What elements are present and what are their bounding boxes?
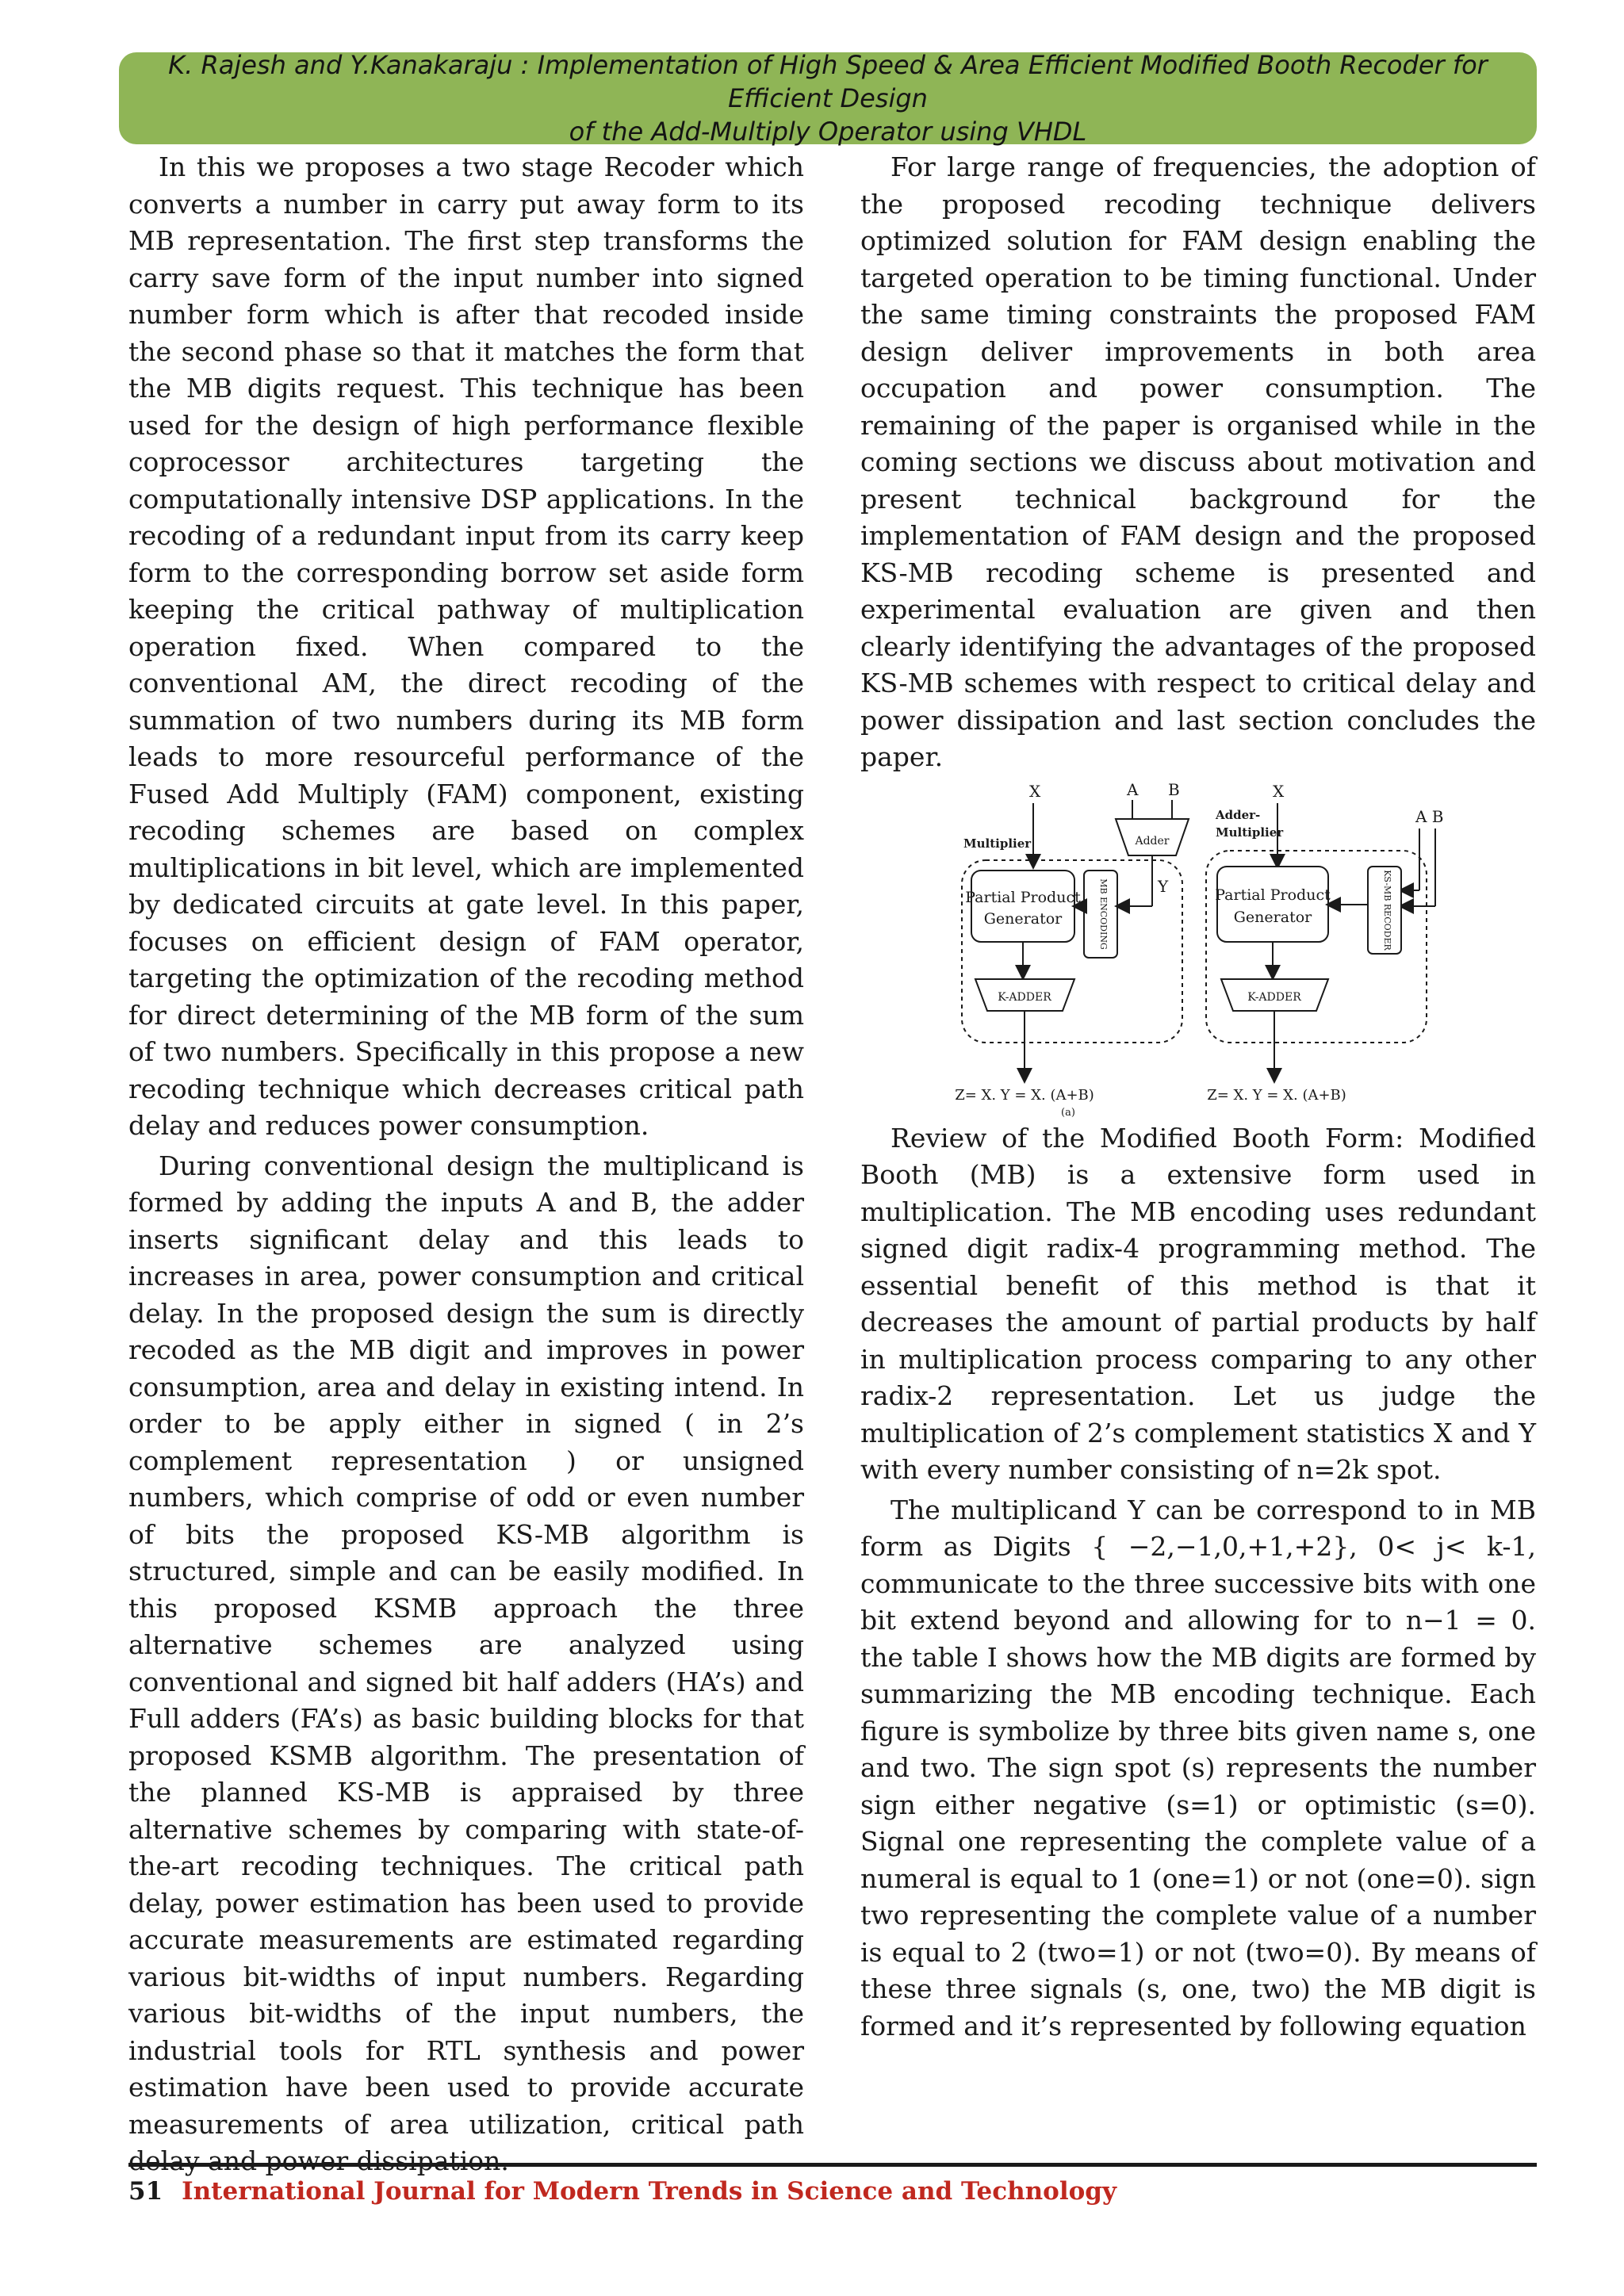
- architecture-figure: [860, 779, 1536, 1117]
- adder-multiplier-line-2: Multiplier: [1216, 825, 1284, 840]
- ksmb-recoder-label: KS-MB RECODER: [1382, 869, 1392, 951]
- right-paragraph-2: Review of the Modified Booth Form: Modified Booth (MB) is a extensive form used in multiplication. The MB encoding uses redundant signed digit radix-4 programming method. The essential benefit of this method is that it decreases the amount of partial products by half in multiplication process comparing to any other radix-2 representation. Let us judge the multiplication of 2’s complement statistics X and Y with every number consisting of n=2k spot.: [860, 1122, 1536, 1485]
- left-y-label: Y: [1158, 876, 1169, 896]
- page-number: 51: [128, 2177, 163, 2206]
- left-paragraph-2: During conventional design the multiplicand is formed by adding the inputs A and B, the adder inserts significant delay and this leads to increases in area, power consumption and critical delay. In the proposed design the sum is directly recoded as the MB digit and improves in power consumption, area and delay in existing intend. In order to be apply either in signed ( in 2’s complement representation ) or unsigned numbers, which comprise of odd or even number of bits the proposed KS-MB algorithm is structured, simple and can be easily modified. In this proposed KSMB approach the three alternative schemes are analyzed using conventional and signed bit half adders (HA’s) and Full adders (FA’s) as basic building blocks for that proposed KSMB algorithm. The presentation of the planned KS-MB is appraised by three alternative schemes by comparing with state-of-the-art recoding techniques. The critical path delay, power estimation has been used to provide accurate measurements are estimated regarding various bit-widths of input numbers. Regarding various bit-widths of the input numbers, the industrial tools for RTL synthesis and power estimation have been used to provide accurate measurements of area utilization, critical path delay and power dissipation.: [128, 1150, 804, 2176]
- left-a-label: A: [1127, 779, 1139, 799]
- diagram-b: [1206, 782, 1444, 1104]
- adder-label: Adder: [1135, 834, 1170, 848]
- footer-rule: [128, 2163, 1537, 2167]
- left-ppg-line-1: Partial Product: [965, 888, 1081, 906]
- left-b-label: B: [1168, 779, 1180, 799]
- header-title: [119, 48, 1537, 148]
- right-paragraph-3: The multiplicand Y can be correspond to in MB form as Digits { −2,−1,0,+1,+2}, 0< j< k-1, communicate to the three successive bits with one bit extend beyond and allowing for to n−1 = 0. the table I shows how the MB digits are formed by summarizing the MB encoding technique. Each figure is symbolize by three bits given name s, one and two. The sign spot (s) represents the number sign either negative (s=1) or optimistic (s=0). Signal one representing the complete value of a numeral is equal to 1 (one=1) or not (one=0). sign two representing the complete value of a number is equal to 2 (two=1) or not (two=0). By means of these three signals (s, one, two) the MB digit is formed and it’s represented by following equation: [860, 1494, 1536, 2042]
- right-output-label: Z= X. Y = X. (A+B): [1207, 1086, 1346, 1104]
- adder-multiplier-line-1: Adder-: [1216, 807, 1261, 822]
- left-paragraph-1: In this we proposes a two stage Recoder which converts a number in carry put away form to its MB representation. The first step transforms the carry save form of the input number into signed number form which is after that recoded inside the second phase so that it matches the form that the MB digits request. This technique has been used for the design of high performance flexible coprocessor architectures targeting the computationally intensive DSP applications. In the recoding of a redundant input from its carry keep form to the corresponding borrow set aside form keeping the critical pathway of multiplication operation fixed. When compared to the conventional AM, the direct recoding of the summation of two numbers during its MB form leads to more resourceful performance of the Fused Add Multiply (FAM) component, existing recoding schemes are based on complex multiplications in bit level, which are implemented by dedicated circuits at gate level. In this paper, focuses on efficient design of FAM operator, targeting the optimization of the recoding method for direct determining of the MB form of the sum of two numbers. Specifically in this propose a new recoding technique which decreases critical path delay and reduces power consumption.: [128, 151, 804, 1141]
- left-sub-label: (a): [1061, 1106, 1075, 1117]
- right-ppg-line-1: Partial Product: [1215, 886, 1331, 904]
- page-footer: [128, 2174, 1116, 2209]
- multiplier-label: Multiplier: [963, 836, 1032, 851]
- header-line-1: K. Rajesh and Y.Kanakaraju : Implementation of High Speed & Area Efficient Modified Booth Recoder for Efficient Design: [168, 50, 1488, 113]
- diagram-a: [955, 780, 1189, 1117]
- left-ppg-line-2: Generator: [983, 909, 1063, 928]
- fam-diagram: [860, 779, 1536, 1117]
- left-output-label: Z= X. Y = X. (A+B): [955, 1086, 1094, 1104]
- right-kadder-label: K-ADDER: [1247, 990, 1301, 1004]
- left-column: [128, 149, 804, 2183]
- running-header: [119, 50, 1537, 147]
- right-column: [860, 149, 1536, 2048]
- right-x-label: X: [1273, 781, 1285, 801]
- journal-name: International Journal for Modern Trends in Science and Technology: [182, 2177, 1116, 2206]
- right-ppg-line-2: Generator: [1233, 908, 1312, 926]
- header-line-2: of the Add-Multiply Operator using VHDL: [569, 117, 1087, 147]
- left-x-label: X: [1029, 781, 1041, 801]
- left-kadder-label: K-ADDER: [998, 990, 1051, 1004]
- right-ppg-block: [1217, 867, 1328, 942]
- left-ppg-block: [971, 871, 1074, 942]
- right-paragraph-1: For large range of frequencies, the adoption of the proposed recoding technique delivers optimized solution for FAM design enabling the targeted operation to be timing functional. Under the same timing constraints the proposed FAM design deliver improvements in both area occupation and power consumption. The remaining of the paper is organised while in the coming sections we discuss about motivation and present technical background for the implementation of FAM design and the proposed KS-MB recoding scheme is presented and experimental evaluation are given and then clearly identifying the advantages of the proposed KS-MB schemes with respect to critical delay and power dissipation and last section concludes the paper.: [860, 151, 1536, 772]
- right-ab-label: A B: [1415, 806, 1444, 826]
- mb-encoding-label: MB ENCODING: [1098, 878, 1109, 950]
